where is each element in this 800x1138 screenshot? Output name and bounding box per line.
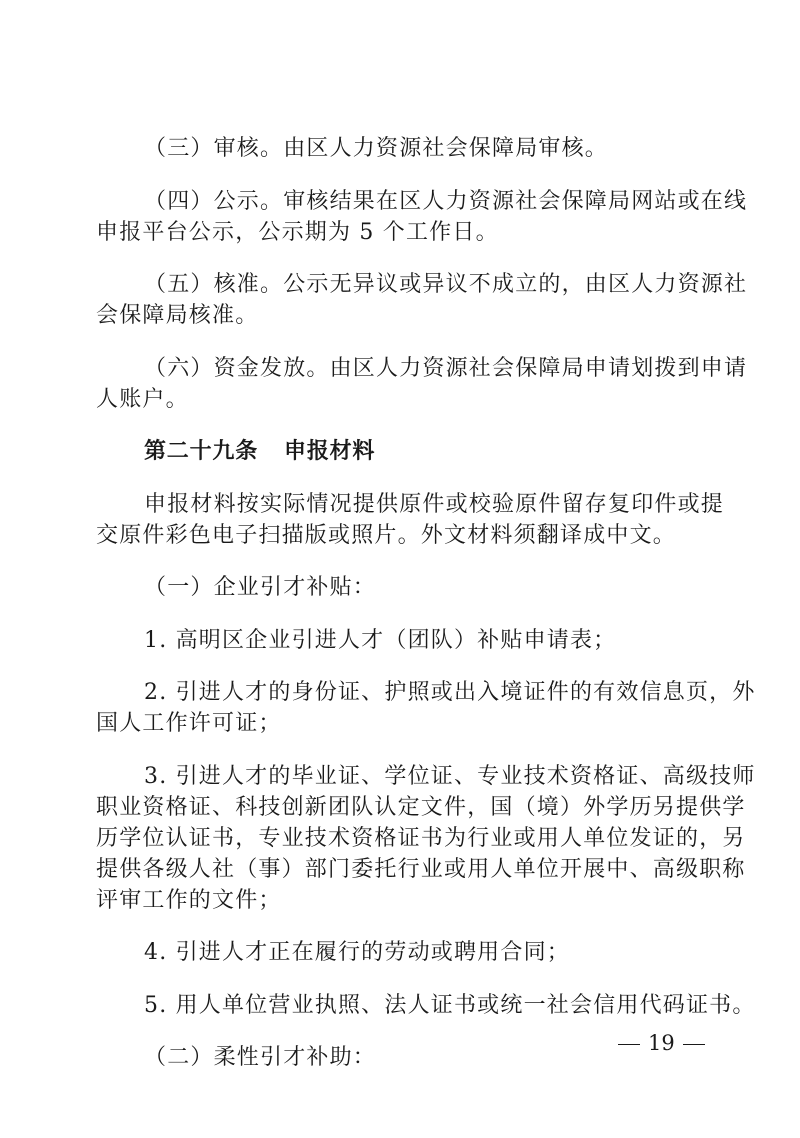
text-line: 交原件彩色电子扫描版或照片。外文材料须翻译成中文。 bbox=[96, 522, 677, 548]
text-line: 国人工作许可证； bbox=[96, 711, 282, 736]
text-line: 1. 高明区企业引进人才（团队）补贴申请表； bbox=[144, 627, 617, 653]
text-line: （六）资金发放。由区人力资源社会保障局申请划拨到申请 bbox=[144, 355, 748, 381]
paragraph bbox=[96, 990, 756, 1021]
dash-left bbox=[618, 1044, 640, 1045]
article-title: 申报材料 bbox=[284, 439, 376, 464]
paragraph bbox=[96, 269, 748, 331]
article-heading bbox=[96, 436, 716, 467]
text-line: 申报平台公示，公示期为 5 个工作日。 bbox=[96, 219, 499, 245]
paragraph bbox=[96, 133, 716, 164]
text-line: 申报材料按实际情况提供原件或校验原件留存复印件或提 bbox=[144, 491, 725, 517]
paragraph bbox=[96, 677, 756, 739]
text-line: （五）核准。公示无异议或异议不成立的，由区人力资源社 bbox=[144, 272, 748, 297]
dash-right bbox=[683, 1044, 705, 1045]
text-line: 历学位认证书，专业技术资格证书为行业或用人单位发证的，另 bbox=[96, 825, 746, 851]
text-line: 人账户。 bbox=[96, 386, 189, 412]
page-number-value: 19 bbox=[648, 1031, 675, 1055]
paragraph bbox=[96, 937, 716, 968]
text-line: 职业资格证、科技创新团队认定文件，国（境）外学历另提供学 bbox=[96, 794, 746, 820]
document-body bbox=[96, 133, 756, 1073]
text-line: 会保障局核准。 bbox=[96, 303, 259, 328]
text-line: 2. 引进人才的身份证、护照或出入境证件的有效信息页，外 bbox=[144, 680, 756, 705]
text-line: （一）企业引才补贴： bbox=[144, 575, 377, 600]
text-line: （二）柔性引才补助： bbox=[144, 1045, 377, 1070]
text-line: （四）公示。审核结果在区人力资源社会保障局网站或在线 bbox=[144, 188, 748, 214]
paragraph bbox=[96, 761, 756, 916]
text-line: 评审工作的文件； bbox=[96, 887, 282, 913]
text-line: 提供各级人社（事）部门委托行业或用人单位开展中、高级职称 bbox=[96, 856, 746, 882]
text-line: （三）审核。由区人力资源社会保障局审核。 bbox=[144, 136, 609, 161]
paragraph bbox=[96, 625, 716, 656]
paragraph bbox=[96, 353, 748, 415]
text-line: 3. 引进人才的毕业证、学位证、专业技术资格证、高级技师 bbox=[144, 763, 756, 789]
page-number bbox=[0, 1028, 800, 1058]
paragraph bbox=[96, 186, 748, 248]
paragraph bbox=[96, 572, 716, 603]
text-line: 5. 用人单位营业执照、法人证书或统一社会信用代码证书。 bbox=[144, 992, 756, 1018]
article-number: 第二十九条 bbox=[144, 439, 259, 464]
text-line: 4. 引进人才正在履行的劳动或聘用合同； bbox=[144, 940, 570, 965]
paragraph bbox=[96, 489, 725, 551]
